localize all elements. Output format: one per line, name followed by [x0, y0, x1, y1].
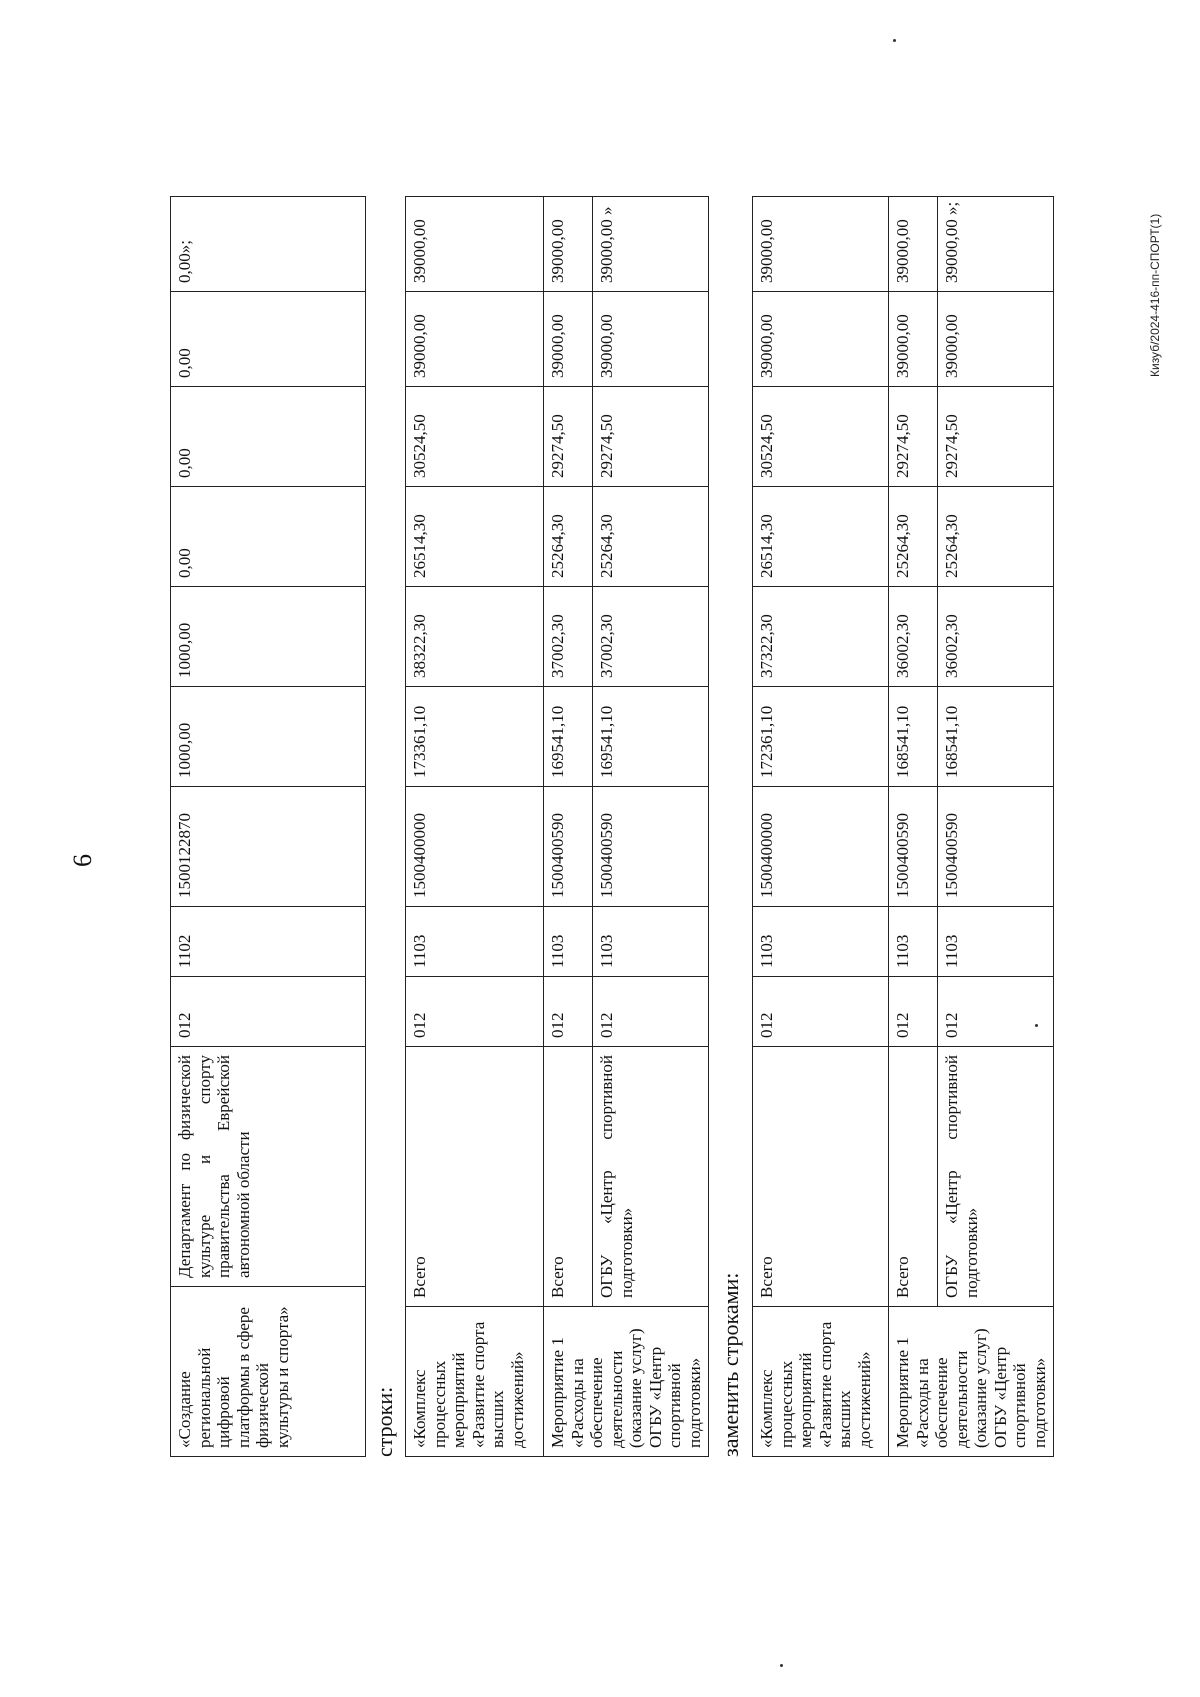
value-cell: 25264,30 — [889, 487, 938, 587]
value-cell: 1000,00 — [171, 587, 366, 687]
value-cell: 25264,30 — [544, 487, 593, 587]
value-cell: 39000,00 — [544, 197, 593, 292]
value-cell: 0,00»; — [171, 197, 366, 292]
grbs-cell: 012 — [593, 977, 709, 1047]
page-number: 6 — [68, 854, 97, 867]
table-old — [405, 196, 709, 1457]
value-cell: 39000,00 — [544, 292, 593, 387]
table-row — [753, 197, 889, 1457]
grbs-cell: 012 — [406, 977, 544, 1047]
rzpr-cell: 1103 — [938, 907, 1054, 977]
value-cell: 0,00 — [171, 387, 366, 487]
responsible-cell: Всего — [889, 1047, 938, 1307]
rzpr-cell: 1102 — [171, 907, 366, 977]
table-top — [170, 196, 366, 1457]
table-row — [889, 197, 938, 1457]
label-replace: заменить строками: — [718, 1272, 743, 1457]
grbs-cell: 012 — [171, 977, 366, 1047]
scan-speck — [893, 39, 896, 42]
rzpr-cell: 1103 — [889, 907, 938, 977]
value-cell: 29274,50 — [889, 387, 938, 487]
table-new — [752, 196, 1054, 1457]
value-cell: 169541,10 — [593, 687, 709, 787]
value-cell: 30524,50 — [753, 387, 889, 487]
grbs-cell: 012 — [889, 977, 938, 1047]
grbs-cell: 012 — [938, 977, 1054, 1047]
event-name-cell: «Комплекс процессных мероприятий «Развитие спорта высших достижений» — [753, 1307, 889, 1457]
responsible-cell: Всего — [753, 1047, 889, 1307]
rzpr-cell: 1103 — [593, 907, 709, 977]
responsible-cell: ОГБУ «Центр спортивной подготовки» — [938, 1047, 1054, 1307]
table-row — [544, 197, 593, 1457]
footer-document-code: Кизуб/2024-416-пп-СПОРТ(1) — [1148, 213, 1162, 377]
grbs-cell: 012 — [753, 977, 889, 1047]
scan-speck — [1035, 1024, 1038, 1027]
value-cell: 39000,00 — [406, 292, 544, 387]
rzpr-cell: 1103 — [753, 907, 889, 977]
value-cell: 25264,30 — [593, 487, 709, 587]
value-cell: 29274,50 — [544, 387, 593, 487]
value-cell: 37002,30 — [544, 587, 593, 687]
value-cell: 168541,10 — [889, 687, 938, 787]
responsible-cell: Всего — [406, 1047, 544, 1307]
responsible-cell: Всего — [544, 1047, 593, 1307]
csr-cell: 1500122870 — [171, 787, 366, 907]
value-cell: 0,00 — [171, 487, 366, 587]
value-cell: 39000,00 — [889, 197, 938, 292]
value-cell: 39000,00 — [753, 197, 889, 292]
grbs-cell: 012 — [544, 977, 593, 1047]
csr-cell: 1500400590 — [889, 787, 938, 907]
value-cell: 30524,50 — [406, 387, 544, 487]
value-cell: 36002,30 — [938, 587, 1054, 687]
event-name-cell: Мероприятие 1 «Расходы на обеспечение деятельности (оказание услуг) ОГБУ «Центр спортивной подготовки» — [544, 1307, 709, 1457]
value-cell: 39000,00 »; — [938, 197, 1054, 292]
csr-cell: 1500400590 — [593, 787, 709, 907]
value-cell: 37002,30 — [593, 587, 709, 687]
value-cell: 26514,30 — [406, 487, 544, 587]
csr-cell: 1500400590 — [938, 787, 1054, 907]
csr-cell: 1500400000 — [406, 787, 544, 907]
rzpr-cell: 1103 — [406, 907, 544, 977]
responsible-cell: Департамент по физической культуре и спорту правительства Еврейской автономной области — [171, 1047, 366, 1287]
value-cell: 39000,00 — [406, 197, 544, 292]
event-name-cell: «Создание региональной цифровой платформы в сфере физической культуры и спорта» — [171, 1287, 366, 1457]
value-cell: 168541,10 — [938, 687, 1054, 787]
value-cell: 172361,10 — [753, 687, 889, 787]
responsible-cell: ОГБУ «Центр спортивной подготовки» — [593, 1047, 709, 1307]
value-cell: 36002,30 — [889, 587, 938, 687]
value-cell: 29274,50 — [938, 387, 1054, 487]
value-cell: 0,00 — [171, 292, 366, 387]
value-cell: 39000,00 — [889, 292, 938, 387]
table-row — [406, 197, 544, 1457]
label-rows: строки: — [372, 1386, 397, 1457]
table-row — [593, 197, 709, 1457]
value-cell: 39000,00 — [938, 292, 1054, 387]
table-row — [171, 197, 366, 1457]
csr-cell: 1500400590 — [544, 787, 593, 907]
scan-speck — [780, 1664, 783, 1667]
event-name-cell: «Комплекс процессных мероприятий «Развитие спорта высших достижений» — [406, 1307, 544, 1457]
event-name-cell: Мероприятие 1 «Расходы на обеспечение деятельности (оказание услуг) ОГБУ «Центр спортивной подготовки» — [889, 1307, 1054, 1457]
table-row — [938, 197, 1054, 1457]
value-cell: 25264,30 — [938, 487, 1054, 587]
value-cell: 39000,00 — [593, 292, 709, 387]
value-cell: 173361,10 — [406, 687, 544, 787]
value-cell: 26514,30 — [753, 487, 889, 587]
value-cell: 37322,30 — [753, 587, 889, 687]
value-cell: 1000,00 — [171, 687, 366, 787]
value-cell: 169541,10 — [544, 687, 593, 787]
value-cell: 29274,50 — [593, 387, 709, 487]
value-cell: 38322,30 — [406, 587, 544, 687]
value-cell: 39000,00 — [753, 292, 889, 387]
rzpr-cell: 1103 — [544, 907, 593, 977]
csr-cell: 1500400000 — [753, 787, 889, 907]
value-cell: 39000,00 » — [593, 197, 709, 292]
